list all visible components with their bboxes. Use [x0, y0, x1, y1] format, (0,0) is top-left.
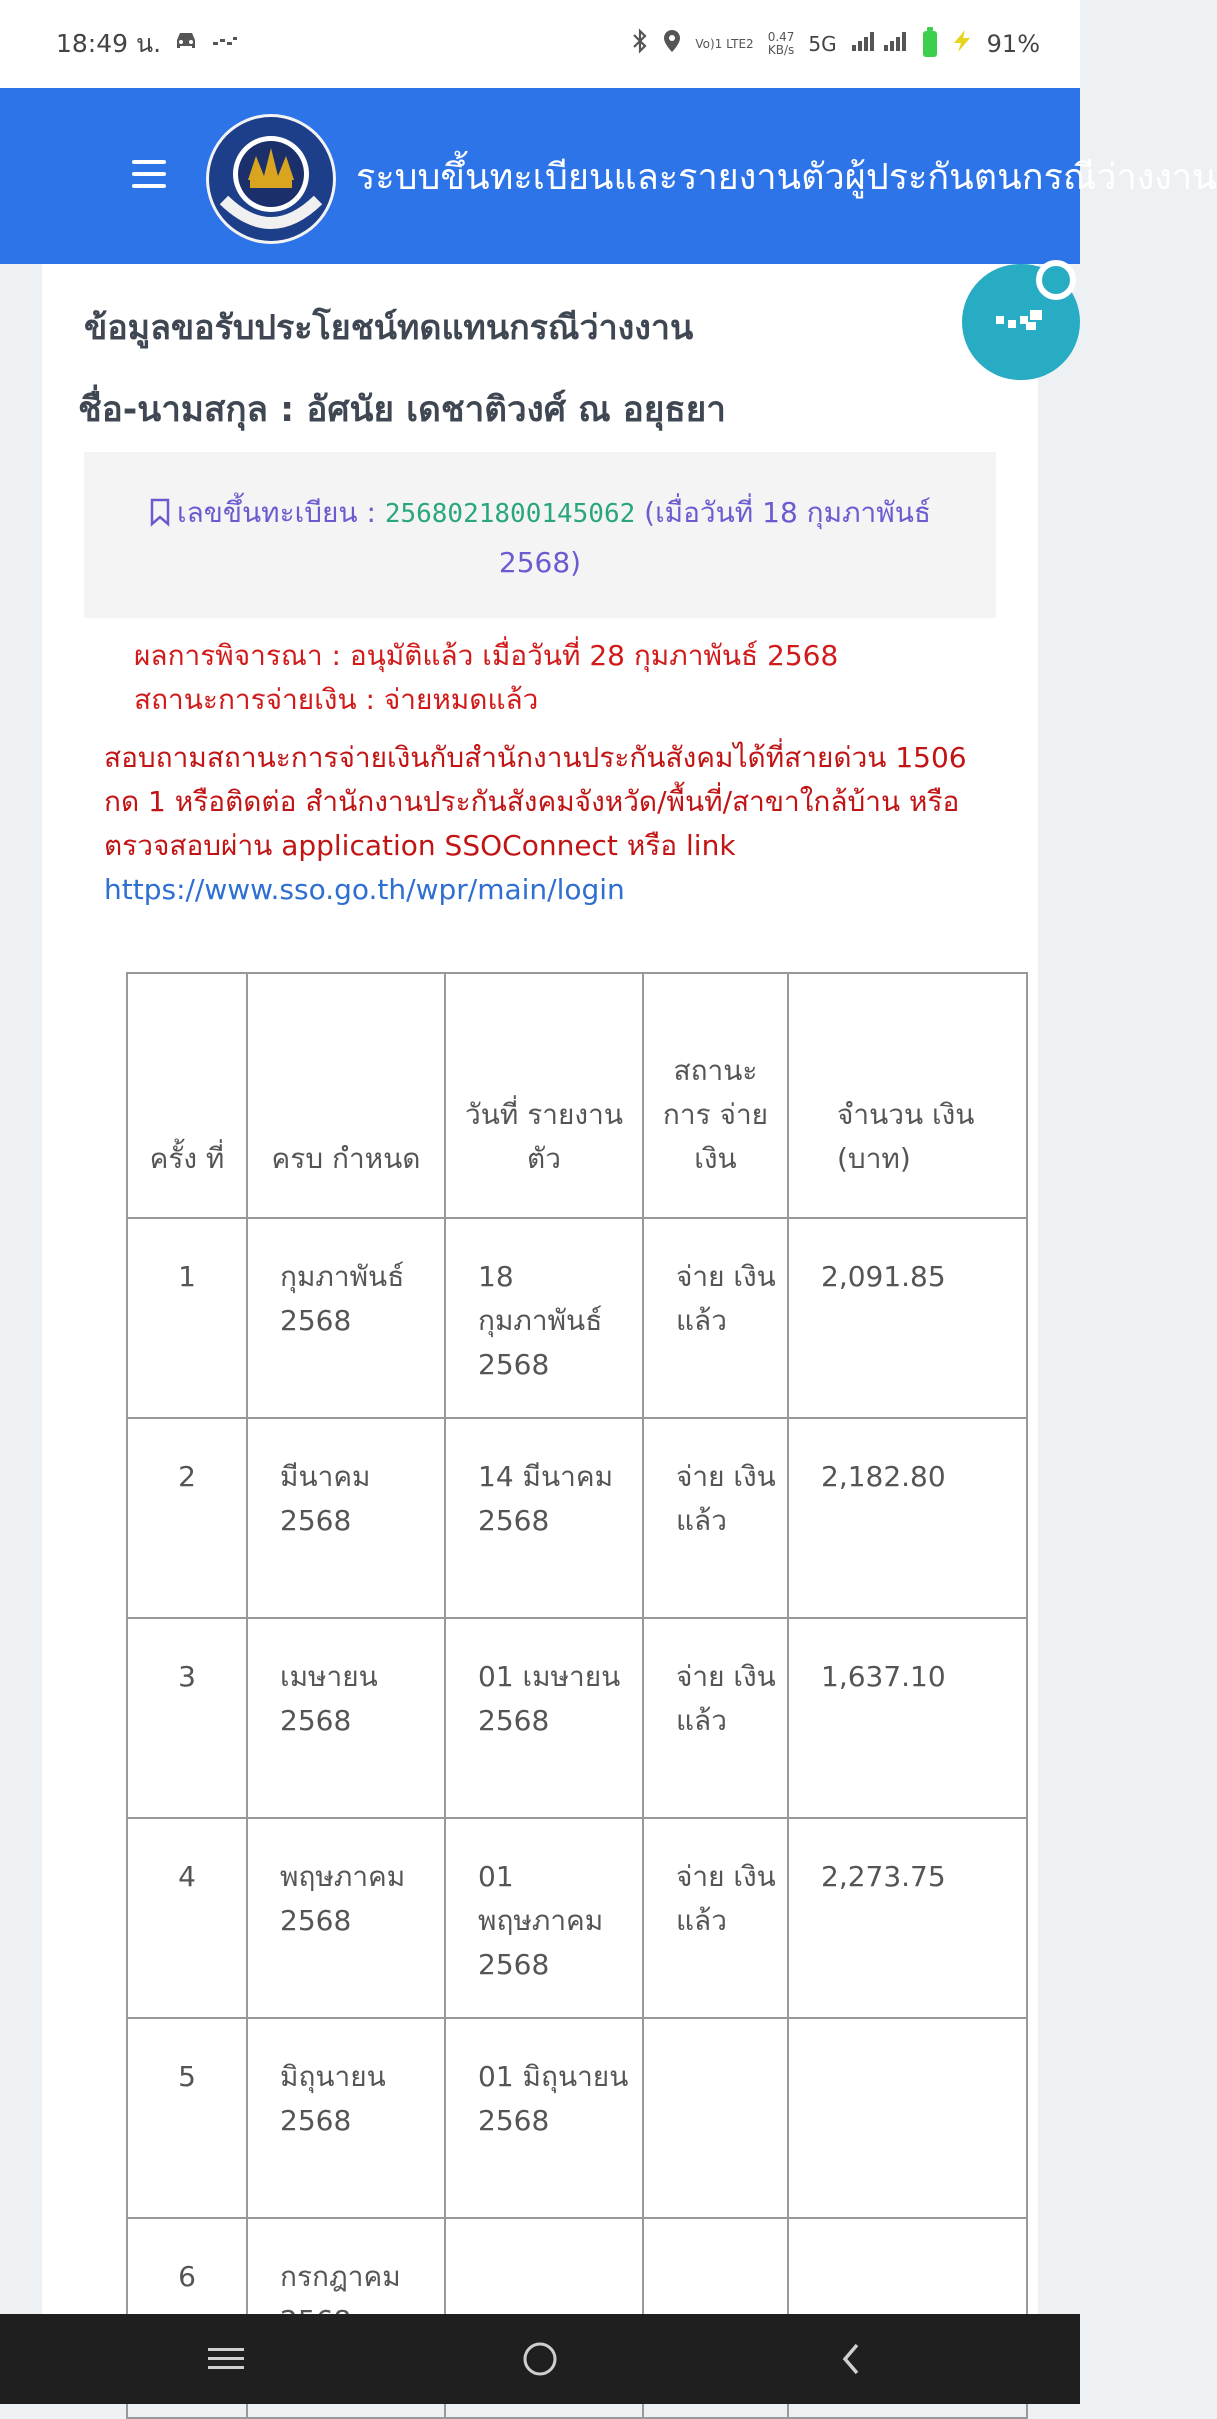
- notification-badge: [1036, 260, 1076, 300]
- sso-login-link[interactable]: https://www.sso.go.th/wpr/main/login: [104, 873, 625, 906]
- table-cell: 2,182.80: [788, 1418, 1027, 1618]
- table-cell: จ่าย เงิน แล้ว: [643, 1418, 788, 1618]
- column-header: ครั้ง ที่: [127, 973, 247, 1218]
- benefit-table: [126, 972, 1028, 2419]
- benefit-table-container[interactable]: [126, 972, 975, 2372]
- table-cell: มิถุนายน 2568: [247, 2018, 445, 2218]
- table-cell: 2,091.85: [788, 1218, 1027, 1418]
- status-bar-left: [56, 24, 239, 64]
- table-cell: 2,273.75: [788, 1818, 1027, 2018]
- table-cell: จ่าย เงิน แล้ว: [643, 1818, 788, 2018]
- table-cell: 6: [127, 2218, 247, 2418]
- content-panel: [42, 264, 1038, 2314]
- consideration-result: ผลการพิจารณา : อนุมัติแล้ว เมื่อวันที่ 28 กุมภาพันธ์ 2568: [134, 639, 839, 672]
- registration-date: (เมื่อวันที่ 18 กุมภาพันธ์ 2568): [498, 496, 931, 579]
- table-cell: 5: [127, 2018, 247, 2218]
- page-title: ข้อมูลขอรับประโยชน์ทดแทนกรณีว่างงาน: [84, 308, 694, 348]
- table-row: [127, 1218, 1027, 1418]
- table-cell: 18 กุมภาพันธ์ 2568: [445, 1218, 643, 1418]
- sync-icon: [211, 30, 239, 58]
- table-row: [127, 1618, 1027, 1818]
- app-header: [0, 88, 1217, 264]
- column-header: วันที่ รายงาน ตัว: [445, 973, 643, 1218]
- status-bar-right: [631, 28, 1040, 60]
- status-bar: [0, 0, 1080, 88]
- table-cell: กุมภาพันธ์ 2568: [247, 1218, 445, 1418]
- column-header: ครบ กำหนด: [247, 973, 445, 1218]
- bookmark-icon: [149, 494, 171, 540]
- back-icon[interactable]: [822, 2334, 882, 2384]
- result-block: [134, 634, 838, 722]
- table-row: [127, 2018, 1027, 2218]
- table-header-row: [127, 973, 1027, 1218]
- table-cell: 4: [127, 1818, 247, 2018]
- table-cell: เมษายน 2568: [247, 1618, 445, 1818]
- registration-number: 2568021800145062: [384, 499, 636, 529]
- recent-apps-icon[interactable]: [196, 2334, 256, 2384]
- battery-level: 91%: [986, 30, 1040, 58]
- location-icon: [663, 29, 681, 59]
- network-speed-unit: KB/s: [767, 43, 795, 57]
- volte-indicator: Vo)1 LTE2: [695, 36, 754, 51]
- payment-status: สถานะการจ่ายเงิน : จ่ายหมดแล้ว: [134, 683, 539, 716]
- system-navigation-bar: [0, 2314, 1080, 2404]
- status-time: 18:49 น.: [56, 29, 162, 58]
- hamburger-menu-icon[interactable]: [132, 154, 166, 194]
- registration-box: [84, 452, 996, 618]
- column-header: สถานะ การ จ่าย เงิน: [643, 973, 788, 1218]
- table-cell: กรกฎาคม: [247, 2218, 445, 2418]
- signal-icon: [851, 30, 909, 58]
- inquiry-text: สอบถามสถานะการจ่ายเงินกับสำนักงานประกันสังคมได้ที่สายด่วน 1506 กด 1 หรือติดต่อ สำนักงานประกันสังคมจังหวัด/พื้นที่/สาขาใกล้บ้าน หรือตรวจสอบผ่าน application SSOConnect หรือ link: [104, 741, 967, 862]
- table-cell: 2: [127, 1418, 247, 1618]
- bluetooth-icon: [631, 28, 649, 60]
- registration-label: เลขขึ้นทะเบียน :: [177, 496, 385, 529]
- table-cell: จ่าย เงิน แล้ว: [643, 1618, 788, 1818]
- table-cell: 3: [127, 1618, 247, 1818]
- table-cell: มีนาคม 2568: [247, 1418, 445, 1618]
- car-icon: [173, 30, 199, 58]
- network-type: 5G: [808, 32, 837, 56]
- home-icon[interactable]: [510, 2334, 570, 2384]
- app-title: ระบบขึ้นทะเบียนและรายงานตัวผู้ประกันตนกรณีว่างงาน: [356, 157, 1217, 198]
- table-row: [127, 1818, 1027, 2018]
- table-cell: 01 เมษายน 2568: [445, 1618, 643, 1818]
- table-cell: 01 มิถุนายน 2568: [445, 2018, 643, 2218]
- column-header: จำนวน เงิน (บาท): [788, 973, 1027, 1218]
- applicant-name: ชื่อ-นามสกุล : อัศนัย เดชาติวงศ์ ณ อยุธยา: [78, 390, 726, 430]
- battery-icon: [923, 31, 937, 57]
- table-cell: [788, 2018, 1027, 2218]
- table-cell: 1,637.10: [788, 1618, 1027, 1818]
- table-cell: จ่าย เงิน แล้ว: [643, 1218, 788, 1418]
- table-row: [127, 1418, 1027, 1618]
- charging-icon: [951, 29, 973, 59]
- table-cell: 14 มีนาคม 2568: [445, 1418, 643, 1618]
- table-cell: 1: [127, 1218, 247, 1418]
- table-cell: 01 พฤษภาคม 2568: [445, 1818, 643, 2018]
- network-speed: [768, 31, 795, 57]
- department-logo: [206, 114, 336, 244]
- network-speed-value: 0.47: [767, 30, 795, 44]
- table-cell: พฤษภาคม 2568: [247, 1818, 445, 2018]
- table-cell: [643, 2018, 788, 2218]
- payment-inquiry-info: [104, 736, 1004, 912]
